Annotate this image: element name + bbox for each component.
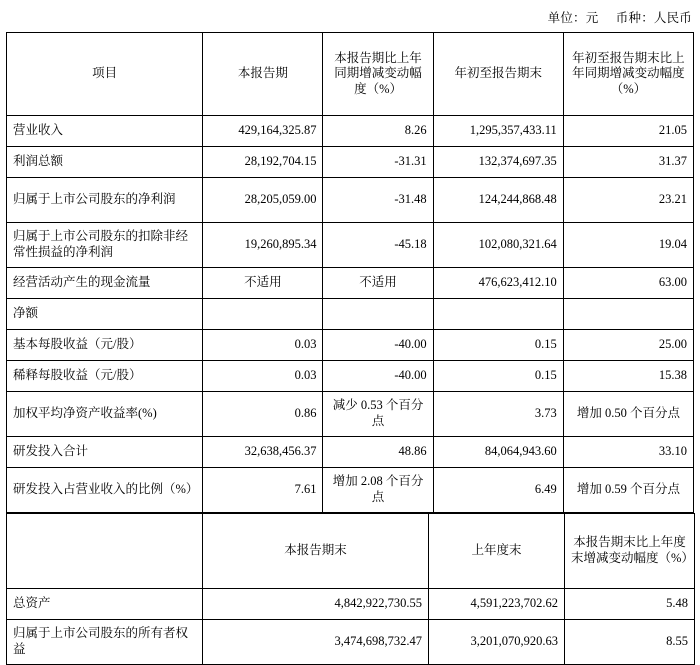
row-label: 总资产 [7, 589, 203, 620]
row-value-ytd-change: 增加 0.59 个百分点 [563, 468, 693, 513]
row-value-current: 0.86 [203, 392, 323, 437]
row-value-ytd: 6.49 [433, 468, 563, 513]
row-value-ytd-change: 19.04 [563, 223, 693, 268]
row-value-ytd-change: 23.21 [563, 178, 693, 223]
row-value-change: 8.55 [565, 620, 695, 665]
row-label: 利润总额 [7, 147, 203, 178]
row-value-current [203, 299, 323, 330]
row-value-ytd: 102,080,321.64 [433, 223, 563, 268]
periodic-indicators-table [6, 32, 694, 513]
row-value-ytd: 132,374,697.35 [433, 147, 563, 178]
row-label: 研发投入合计 [7, 437, 203, 468]
table-row [7, 361, 694, 392]
row-value-change: -40.00 [323, 330, 433, 361]
column-header-ytd-yoy-change: 年初至报告期末比上年同期增减变动幅度（%） [563, 33, 693, 116]
row-label: 净额 [7, 299, 203, 330]
row-value-ytd-change: 增加 0.50 个百分点 [563, 392, 693, 437]
row-label: 归属于上市公司股东的所有者权益 [7, 620, 203, 665]
row-value-ytd-change: 33.10 [563, 437, 693, 468]
row-value-period-end: 4,842,922,730.55 [203, 589, 429, 620]
row-value-change [323, 299, 433, 330]
row-value-change: -45.18 [323, 223, 433, 268]
table-row [7, 468, 694, 513]
row-label: 稀释每股收益（元/股） [7, 361, 203, 392]
column-header-prior-year-end: 上年度末 [429, 514, 565, 589]
row-value-current: 0.03 [203, 330, 323, 361]
row-value-ytd-change: 21.05 [563, 116, 693, 147]
row-value-current: 429,164,325.87 [203, 116, 323, 147]
table-row [7, 589, 695, 620]
row-value-change: 减少 0.53 个百分点 [323, 392, 433, 437]
row-value-ytd: 0.15 [433, 361, 563, 392]
row-value-ytd: 1,295,357,433.11 [433, 116, 563, 147]
row-value-period-end: 3,474,698,732.47 [203, 620, 429, 665]
row-value-ytd-change: 63.00 [563, 268, 693, 299]
row-value-current: 32,638,456.37 [203, 437, 323, 468]
table-row [7, 437, 694, 468]
column-header-current-period: 本报告期 [203, 33, 323, 116]
row-label: 经营活动产生的现金流量 [7, 268, 203, 299]
row-value-current: 28,205,059.00 [203, 178, 323, 223]
row-value-ytd: 3.73 [433, 392, 563, 437]
row-value-change: 8.26 [323, 116, 433, 147]
row-value-ytd: 476,623,412.10 [433, 268, 563, 299]
column-header-change: 本报告期末比上年度末增减变动幅度（%） [565, 514, 695, 589]
row-value-ytd: 0.15 [433, 330, 563, 361]
row-value-ytd [433, 299, 563, 330]
table-header-row [7, 33, 694, 116]
row-value-change: 增加 2.08 个百分点 [323, 468, 433, 513]
row-label: 研发投入占营业收入的比例（%） [7, 468, 203, 513]
row-value-change: 5.48 [565, 589, 695, 620]
row-value-change: -31.48 [323, 178, 433, 223]
currency-label: 币种：人民币 [615, 11, 692, 25]
column-header-period-end: 本报告期末 [203, 514, 429, 589]
row-value-change: 48.86 [323, 437, 433, 468]
balance-indicators-table [6, 513, 695, 665]
row-value-current: 0.03 [203, 361, 323, 392]
row-value-ytd-change: 25.00 [563, 330, 693, 361]
row-value-current: 7.61 [203, 468, 323, 513]
table-header-row [7, 514, 695, 589]
row-value-change: 不适用 [323, 268, 433, 299]
table-row [7, 299, 694, 330]
column-header-yoy-change: 本报告期比上年同期增减变动幅度（%） [323, 33, 433, 116]
row-label: 归属于上市公司股东的扣除非经常性损益的净利润 [7, 223, 203, 268]
row-value-current: 19,260,895.34 [203, 223, 323, 268]
row-label: 归属于上市公司股东的净利润 [7, 178, 203, 223]
row-value-current: 28,192,704.15 [203, 147, 323, 178]
row-value-change: -31.31 [323, 147, 433, 178]
row-value-ytd: 84,064,943.60 [433, 437, 563, 468]
row-value-prior-year-end: 4,591,223,702.62 [429, 589, 565, 620]
row-value-ytd-change: 15.38 [563, 361, 693, 392]
row-value-prior-year-end: 3,201,070,920.63 [429, 620, 565, 665]
row-value-change: -40.00 [323, 361, 433, 392]
table-row [7, 330, 694, 361]
column-header-ytd: 年初至报告期末 [433, 33, 563, 116]
row-value-current: 不适用 [203, 268, 323, 299]
row-label: 营业收入 [7, 116, 203, 147]
table-row [7, 268, 694, 299]
row-value-ytd-change [563, 299, 693, 330]
column-header-blank [7, 514, 203, 589]
row-value-ytd: 124,244,868.48 [433, 178, 563, 223]
row-value-ytd-change: 31.37 [563, 147, 693, 178]
column-header-item: 项目 [7, 33, 203, 116]
unit-label: 单位：元 [547, 11, 599, 25]
table-row [7, 147, 694, 178]
table-row [7, 620, 695, 665]
table-row [7, 116, 694, 147]
table-row [7, 223, 694, 268]
table-row [7, 392, 694, 437]
unit-currency-line [0, 0, 700, 32]
row-label: 基本每股收益（元/股） [7, 330, 203, 361]
table-row [7, 178, 694, 223]
row-label: 加权平均净资产收益率(%) [7, 392, 203, 437]
